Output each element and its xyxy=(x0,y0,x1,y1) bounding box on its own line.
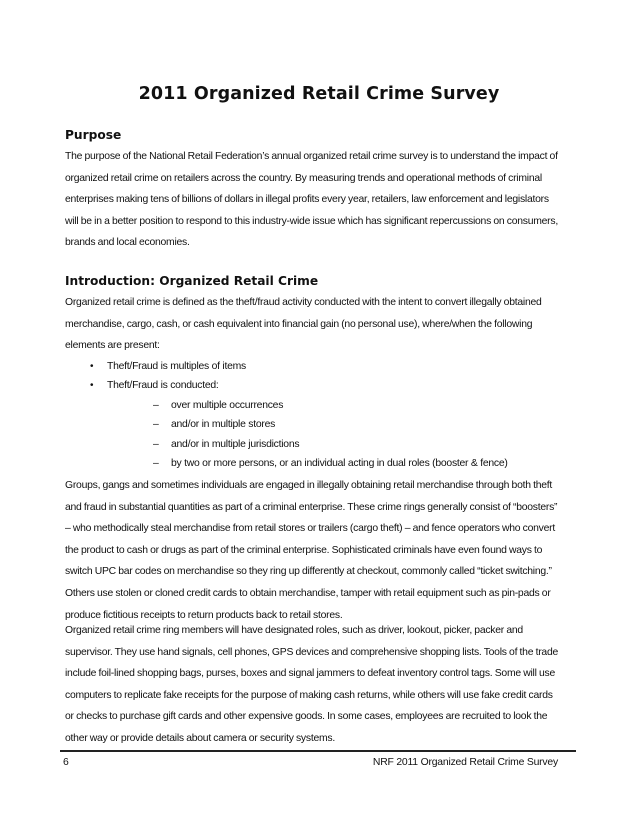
paragraph-line: organized retail crime on retailers across the country. By measuring trends and operational methods of criminal xyxy=(65,172,542,184)
bullet-item xyxy=(65,376,575,396)
paragraph-line: enterprises making tens of billions of dollars in illegal profits every year, retailers, law enforcement and legislators xyxy=(65,194,549,206)
dash-glyph: – xyxy=(153,438,159,450)
sub-item xyxy=(153,415,575,435)
purpose-heading: Purpose xyxy=(65,128,122,142)
bullet-glyph: • xyxy=(90,360,94,372)
footer-document-title: NRF 2011 Organized Retail Crime Survey xyxy=(372,757,558,768)
paragraph-line: Organized retail crime is defined as the theft/fraud activity conducted with the intent to convert illegally obtained xyxy=(65,297,542,308)
paragraph-line: Groups, gangs and sometimes individuals are engaged in illegally obtaining retail merchandise through both theft xyxy=(65,480,553,491)
sub-item-text: by two or more persons, or an individual acting in dual roles (booster & fence) xyxy=(171,458,508,470)
purpose-section xyxy=(65,127,575,254)
sub-item xyxy=(153,396,575,416)
paragraph-line: – who methodically steal merchandise from retail stores or trailers (cargo theft) – and fence operators who convert xyxy=(65,523,555,535)
bullet-text: Theft/Fraud is multiples of items xyxy=(107,360,246,372)
dash-glyph: – xyxy=(153,399,159,411)
bullet-text: Theft/Fraud is conducted: xyxy=(107,380,219,392)
paragraph-line: other way or provide details about camera or security systems. xyxy=(65,732,335,744)
paragraph-line: brands and local economies. xyxy=(65,237,190,249)
paragraph-line: Organized retail crime ring members will have designated roles, such as driver, lookout, picker, packer and xyxy=(65,625,523,636)
bullet-glyph: • xyxy=(90,380,94,392)
paragraph-line: switch UPC bar codes on merchandise so they ring up differently at checkout, commonly called “ticket switching.” xyxy=(65,566,552,578)
roles-paragraph xyxy=(65,620,575,750)
paragraph-line: produce fictitious receipts to return products back to retail stores. xyxy=(65,609,343,621)
introduction-heading: Introduction: Organized Retail Crime xyxy=(65,274,319,288)
purpose-paragraph xyxy=(65,146,575,254)
footer-page-number: 6 xyxy=(63,757,69,768)
sub-item xyxy=(153,454,575,474)
paragraph-line: computers to replicate fake receipts for the purpose of making cash returns, while others will use fake credit cards xyxy=(65,689,553,701)
paragraph-line: Others use stolen or cloned credit cards to obtain merchandise, tamper with retail equipment such as pin-pads or xyxy=(65,587,551,599)
paragraph-line: The purpose of the National Retail Federation’s annual organized retail crime survey is to understand the impact of xyxy=(65,151,558,162)
elements-bullet-list xyxy=(65,357,575,396)
page-title: 2011 Organized Retail Crime Survey xyxy=(138,84,500,104)
groups-paragraph xyxy=(65,475,575,626)
introduction-paragraph xyxy=(65,292,575,357)
paragraph-line: elements are present: xyxy=(65,340,160,352)
bullet-item xyxy=(65,357,575,377)
paragraph-line: supervisor. They use hand signals, cell phones, GPS devices and comprehensive shopping lists. Tools of the trade xyxy=(65,646,559,658)
sub-item-text: and/or in multiple jurisdictions xyxy=(171,438,300,450)
paragraph-line: will be in a better position to respond to this industry-wide issue which has significant repercussions on consumers, xyxy=(65,215,558,227)
roles-section xyxy=(65,620,575,750)
conducted-sub-list xyxy=(65,396,575,474)
introduction-section xyxy=(65,273,575,474)
sub-item-text: over multiple occurrences xyxy=(171,399,284,411)
footer-divider xyxy=(60,750,576,752)
paragraph-line: and fraud in substantial quantities as part of a criminal enterprise. These crime rings generally consist of “boosters” xyxy=(65,501,558,513)
paragraph-line: or checks to purchase gift cards and other expensive goods. In some cases, employees are recruited to look the xyxy=(65,711,548,723)
sub-item-text: and/or in multiple stores xyxy=(171,419,276,431)
paragraph-line: include foil-lined shopping bags, purses, boxes and signal jammers to defeat inventory control tags. Some will use xyxy=(65,668,555,680)
paragraph-line: merchandise, cargo, cash, or cash equivalent into financial gain (no personal use), where/when the following xyxy=(65,318,533,330)
paragraph-line: the product to cash or drugs as part of the criminal enterprise. Sophisticated criminals have even found ways to xyxy=(65,544,543,556)
dash-glyph: – xyxy=(153,458,159,470)
groups-section xyxy=(65,475,575,626)
sub-item xyxy=(153,435,575,455)
dash-glyph: – xyxy=(153,419,159,431)
